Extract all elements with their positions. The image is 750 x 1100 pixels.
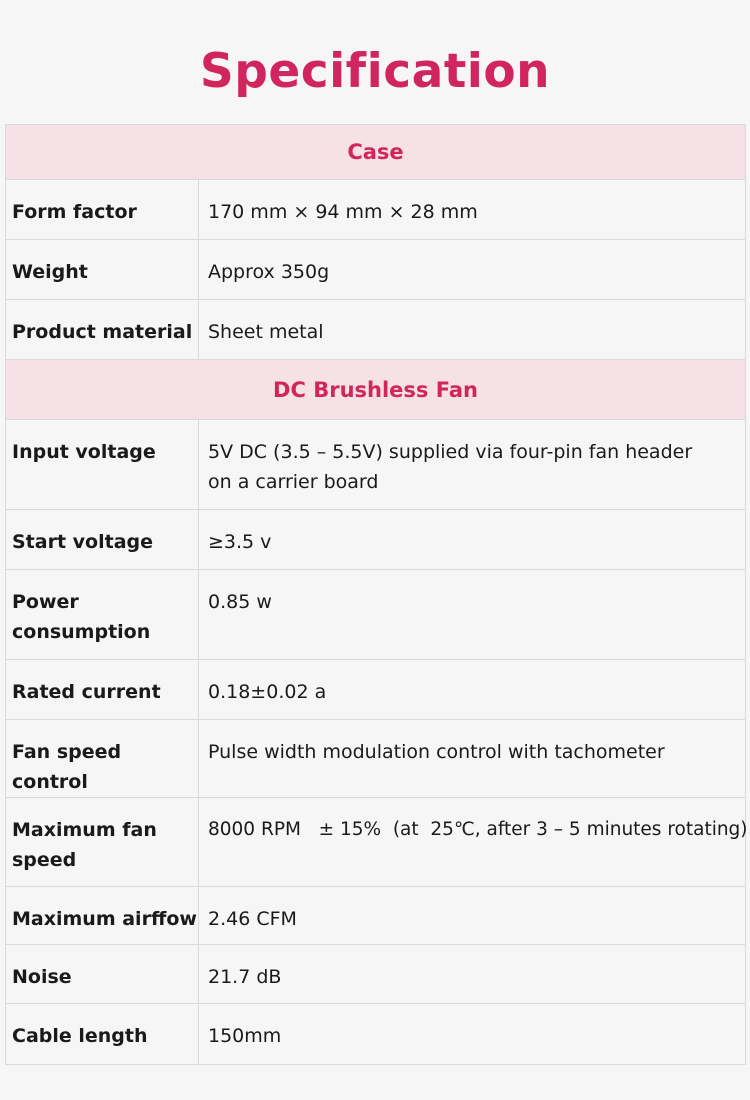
table-row xyxy=(6,660,746,720)
spec-value-line: on a carrier board xyxy=(208,471,379,493)
spec-label-line: Maximum fan xyxy=(12,819,157,841)
spec-label-line: speed xyxy=(12,849,77,871)
table-row xyxy=(6,945,746,1004)
spec-label-text: Noise xyxy=(12,966,72,988)
spec-label xyxy=(6,720,199,798)
spec-value-text: 170 mm × 94 mm × 28 mm xyxy=(208,201,478,223)
spec-value xyxy=(199,887,746,945)
table-row xyxy=(6,300,746,360)
section-heading: DC Brushless Fan xyxy=(6,360,746,420)
spec-value xyxy=(199,720,746,798)
spec-value xyxy=(199,945,746,1004)
spec-value-text: 0.18±0.02 a xyxy=(208,681,327,703)
table-row xyxy=(6,510,746,570)
spec-label xyxy=(6,1004,199,1065)
spec-label-text: Form factor xyxy=(12,201,137,223)
spec-value xyxy=(199,570,746,660)
spec-value-text: 150mm xyxy=(208,1025,282,1047)
section-heading: Case xyxy=(6,125,746,180)
spec-label xyxy=(6,510,199,570)
table-row xyxy=(6,720,746,798)
spec-label xyxy=(6,570,199,660)
spec-label-text: Weight xyxy=(12,261,88,283)
table-row xyxy=(6,240,746,300)
spec-label xyxy=(6,240,199,300)
spec-value xyxy=(199,798,746,887)
table-row xyxy=(6,420,746,510)
spec-value-text: 0.85 w xyxy=(208,591,272,613)
spec-value-text: Sheet metal xyxy=(208,321,324,343)
spec-label-text: Maximum airffow xyxy=(12,908,197,930)
table-row xyxy=(6,887,746,945)
section-header-fan xyxy=(6,360,746,420)
spec-label xyxy=(6,660,199,720)
spec-value xyxy=(199,420,746,510)
table-row xyxy=(6,798,746,887)
spec-label-line: consumption xyxy=(12,621,151,643)
spec-value xyxy=(199,510,746,570)
spec-value-text: Pulse width modulation control with tachometer xyxy=(208,741,665,763)
spec-label-line: Power xyxy=(12,591,79,613)
spec-value xyxy=(199,1004,746,1065)
spec-label xyxy=(6,945,199,1004)
page-title: Specification xyxy=(199,44,551,99)
spec-value-text: Approx 350g xyxy=(208,261,330,283)
spec-value xyxy=(199,240,746,300)
spec-label-text: Rated current xyxy=(12,681,161,703)
spec-label xyxy=(6,180,199,240)
spec-table xyxy=(5,124,746,1065)
spec-value-text: ≥3.5 v xyxy=(208,531,272,553)
spec-label-text: Start voltage xyxy=(12,531,153,553)
spec-label xyxy=(6,887,199,945)
spec-value-text: 21.7 dB xyxy=(208,966,282,988)
spec-value-text: 2.46 CFM xyxy=(208,908,297,930)
spec-value xyxy=(199,180,746,240)
spec-label xyxy=(6,300,199,360)
table-row xyxy=(6,180,746,240)
spec-label-text: Cable length xyxy=(12,1025,148,1047)
spec-value xyxy=(199,660,746,720)
table-row xyxy=(6,1004,746,1065)
spec-value xyxy=(199,300,746,360)
spec-label-text: Fan speed control xyxy=(12,741,122,793)
spec-value-text: 8000 RPM ± 15% (at 25℃, after 3 – 5 minutes rotating) xyxy=(208,819,748,840)
spec-label-text: Input voltage xyxy=(12,441,156,463)
section-header-case xyxy=(6,125,746,180)
table-row xyxy=(6,570,746,660)
spec-label xyxy=(6,420,199,510)
spec-label xyxy=(6,798,199,887)
spec-label-text: Product material xyxy=(12,321,193,343)
spec-value-line: 5V DC (3.5 – 5.5V) supplied via four-pin fan header xyxy=(208,441,693,463)
